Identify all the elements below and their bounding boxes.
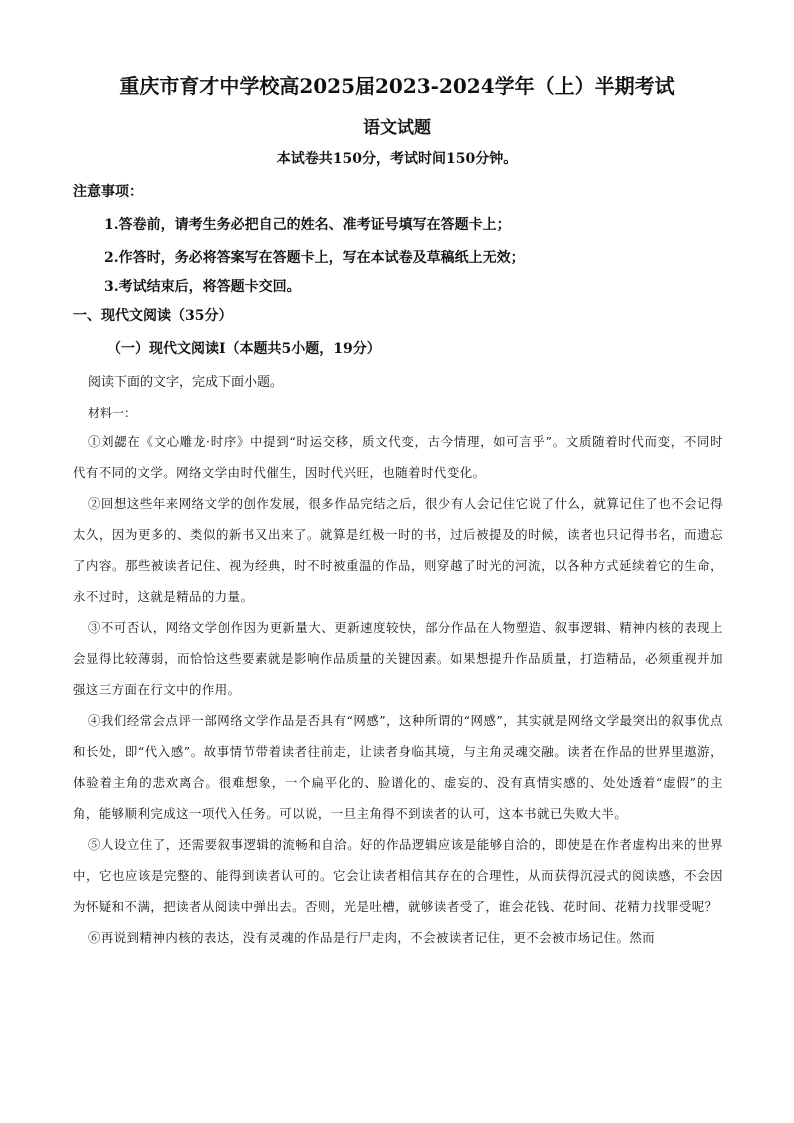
section-heading: 一、现代文阅读（35分） [73,308,233,324]
passage-paragraph: ⑤人设立住了，还需要叙事逻辑的流畅和自洽。好的作品逻辑应该是能够自洽的，即使是在作者虚构出来的世界中，它也应该是完整的、能得到读者认可的。它会让读者相信其存在的合理性，从而获得沉浸式的阅读感，不会因为怀疑和不满，把读者从阅读中弹出去。否则，光是吐槽，就够读者受了，谁会花钱、花时间、花精力找罪受呢？ [73,837,723,914]
reading-passage [73,426,723,953]
passage-paragraph: ④我们经常会点评一部网络文学作品是否具有“网感”，这种所谓的“网感”，其实就是网络文学最突出的叙事优点和长处，即“代入感”。故事情节带着读者往前走，让读者身临其境，与主角灵魂交融。读者在作品的世界里遨游，体验着主角的悲欢离合。很难想象，一个扁平化的、脸谱化的、虚妄的、没有真情实感的、处处透着“虚假”的主角，能够顺利完成这一项代入任务。可以说，一旦主角得不到读者的认可，这本书就已失败大半。 [73,713,723,821]
notice-item: 1.答卷前，请考生务必把自己的姓名、准考证号填写在答题卡上； [104,217,511,233]
page-subtitle: 语文试题 [363,118,431,138]
passage-paragraph: ③不可否认，网络文学创作因为更新量大、更新速度较快，部分作品在人物塑造、叙事逻辑、精神内核的表现上会显得比较薄弱，而恰恰这些要素就是影响作品质量的关键因素。如果想提升作品质量，打造精品，必须重视并加强这三方面在行文中的作用。 [73,620,723,697]
passage-paragraph: ①刘勰在《文心雕龙·时序》中提到“时运交移，质文代变，古今情理，如可言乎”。文质随着时代而变，不同时代有不同的文学。网络文学由时代催生，因时代兴旺，也随着时代变化。 [73,434,723,480]
notice-item: 3.考试结束后，将答题卡交回。 [104,279,301,295]
reading-instruction: 阅读下面的文字，完成下面小题。 [88,375,284,390]
material-label: 材料一： [88,406,137,420]
passage-paragraph: ⑥再说到精神内核的表达，没有灵魂的作品是行尸走肉，不会被读者记住，更不会被市场记住。然而 [88,930,656,945]
subsection-heading: （一）现代文阅读Ⅰ（本题共5小题，19分） [107,341,381,357]
passage-paragraph: ②回想这些年来网络文学的创作发展，很多作品完结之后，很少有人会记住它说了什么，就算记住了也不会记得太久，因为更多的、类似的新书又出来了。就算是红极一时的书，过后被提及的时候，读者也只记得书名，而遗忘了内容。那些被读者记住、视为经典，时不时被重温的作品，则穿越了时光的河流，以各种方式延续着它的生命，永不过时，这就是精品的力量。 [73,496,723,604]
notice-heading: 注意事项： [73,184,143,200]
exam-info: 本试卷共150分，考试时间150分钟。 [276,151,518,167]
page-title: 重庆市育才中学校高2025届2023-2024学年（上）半期考试 [119,74,675,98]
notice-item: 2.作答时，务必将答案写在答题卡上，写在本试卷及草稿纸上无效； [104,250,525,266]
